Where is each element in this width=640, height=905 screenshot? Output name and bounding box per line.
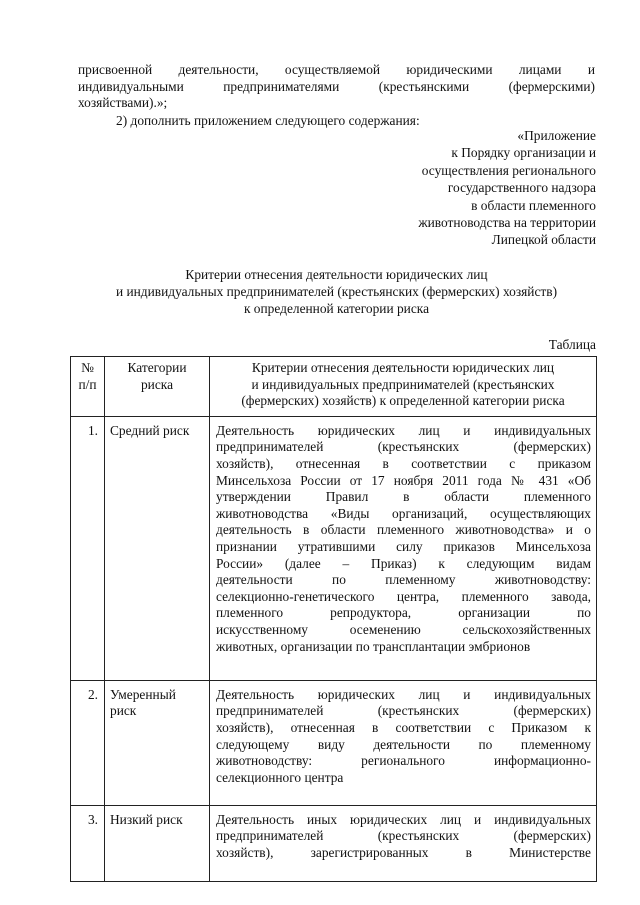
appendix-line: к Порядку организации и (451, 145, 596, 161)
criteria-line: Минсельхоза России от 17 ноября 2011 года № 431 «Об (216, 472, 591, 488)
criteria-line: предпринимателей (крестьянских (фермерских) (216, 828, 591, 844)
criteria-line: хозяйств), зарегистрированных в Министерстве (216, 844, 591, 860)
row-num: 2. (71, 680, 105, 805)
criteria-line: предпринимателей (крестьянских (фермерских) (216, 439, 591, 455)
risk-criteria-table (70, 356, 597, 882)
criteria-line: Деятельность юридических лиц и индивидуальных (216, 422, 591, 438)
criteria-line: животных, организации по трансплантации эмбрионов (216, 638, 531, 654)
table-header-row (71, 357, 597, 417)
intro-line: индивидуальными предпринимателями (крестьянскими (фермерскими) (78, 78, 595, 94)
title-line: и индивидуальных предпринимателей (крестьянских (фермерских) хозяйств) (115, 284, 558, 300)
header-criteria-line: Критерии отнесения деятельности юридических лиц (251, 360, 555, 375)
table-row (71, 805, 597, 881)
appendix-line: «Приложение (517, 128, 596, 143)
header-criteria-line: (фермерских) хозяйств) к определенной категории риска (241, 393, 565, 409)
header-num-line: п/п (78, 376, 97, 392)
header-criteria-line: и индивидуальных предпринимателей (крестьянских (251, 376, 555, 392)
intro-line: присвоенной деятельности, осуществляемой юридическими лицами и (78, 62, 595, 77)
row-num: 1. (71, 416, 105, 680)
item-2-text: 2) дополнить приложением следующего содержания: (116, 113, 420, 128)
criteria-line: признании утратившими силу приказов Минсельхоза (216, 538, 591, 554)
category-line: Умеренный (110, 686, 176, 702)
table-row (71, 416, 597, 680)
criteria-line: Деятельность иных юридических лиц и индивидуальных (216, 811, 591, 827)
criteria-line: хозяйств), отнесенная в соответствии с Приказом к (216, 719, 591, 735)
appendix-line: Липецкой области (491, 232, 596, 248)
category-line: Средний риск (110, 422, 190, 438)
category-line: риск (110, 703, 137, 719)
criteria-line: России» (далее – Приказ) к следующим видам (216, 555, 591, 571)
criteria-line: следующему виду деятельности по племенному (216, 736, 591, 752)
header-category-line: Категории (127, 360, 187, 375)
header-criteria (210, 357, 597, 417)
criteria-line: предпринимателей (крестьянских (фермерских) (216, 703, 591, 719)
header-num (71, 357, 105, 417)
intro-paragraph (78, 62, 595, 112)
table-row (71, 680, 597, 805)
row-category (105, 680, 210, 805)
category-line: Низкий риск (110, 811, 183, 827)
title-line: Критерии отнесения деятельности юридических лиц (185, 267, 488, 282)
row-criteria (210, 805, 597, 881)
appendix-line: животноводства на территории (418, 214, 596, 230)
criteria-line: племенного репродуктора, организации по (216, 605, 591, 621)
header-category (105, 357, 210, 417)
criteria-line: хозяйств), отнесенная в соответствии с приказом (216, 455, 591, 471)
appendix-heading (330, 128, 596, 250)
title-line: к определенной категории риска (243, 301, 430, 317)
criteria-line: селекционно-генетического центра, племенного завода, (216, 588, 591, 604)
header-num-line: № (81, 360, 94, 375)
intro-line: хозяйствами).»; (78, 95, 168, 111)
criteria-line: селекционного центра (216, 769, 344, 785)
row-criteria (210, 680, 597, 805)
appendix-line: в области племенного (471, 197, 596, 213)
header-category-line: риска (140, 376, 174, 392)
row-category (105, 805, 210, 881)
document-title (78, 267, 595, 319)
criteria-line: Деятельность юридических лиц и индивидуальных (216, 686, 591, 702)
criteria-line: деятельность в области племенного животноводства» и о (216, 522, 591, 538)
criteria-line: утверждении Правил в области племенного (216, 489, 591, 505)
appendix-line: государственного надзора (447, 180, 596, 196)
row-category (105, 416, 210, 680)
criteria-line: животноводства «Виды организаций, осуществляющих (216, 505, 591, 521)
criteria-line: животноводству: регионального информационно- (216, 753, 591, 769)
criteria-line: деятельности по племенному животноводству: (216, 572, 591, 588)
row-criteria (210, 416, 597, 680)
appendix-line: осуществления регионального (421, 162, 596, 178)
criteria-line: искусственному осеменению сельскохозяйственных (216, 621, 591, 637)
row-num: 3. (71, 805, 105, 881)
table-label: Таблица (548, 337, 596, 352)
